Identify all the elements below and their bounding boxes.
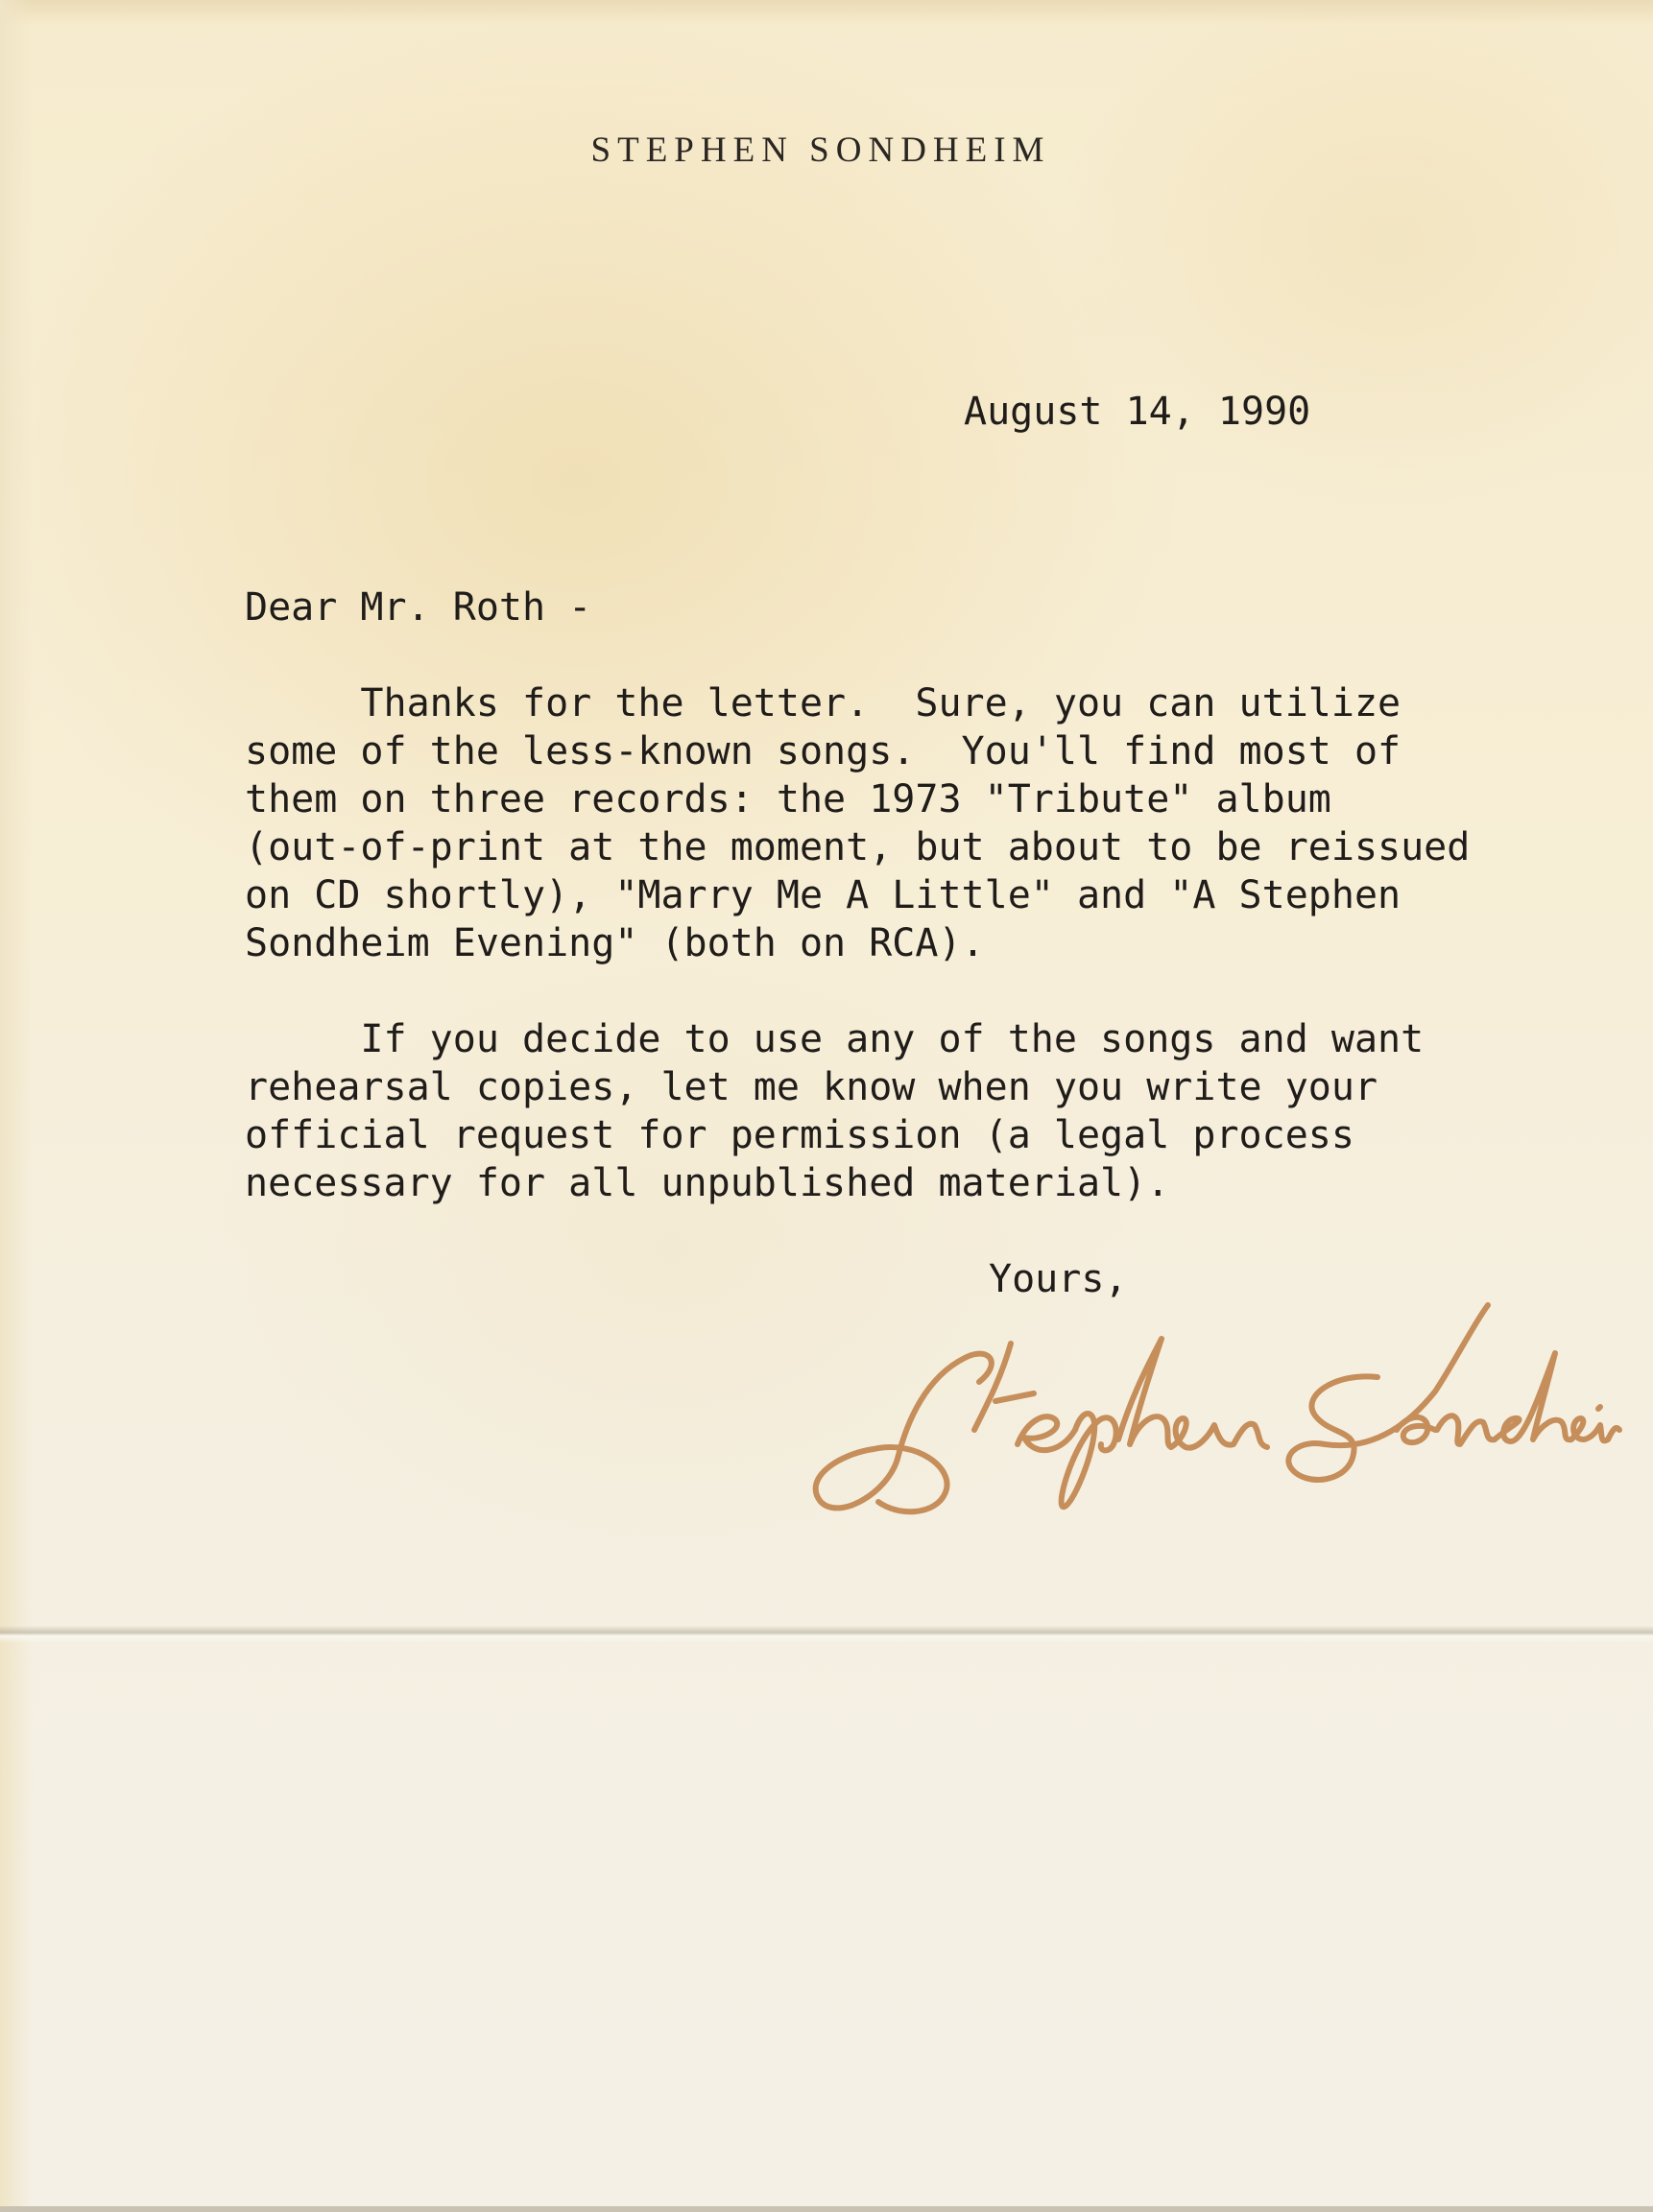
body-paragraph-1: Thanks for the letter. Sure, you can utilize some of the less-known songs. You'll find most of them on three records: the 1973 "Tribute" album (out-of-print at the moment, but about to be reissued on CD shortly), "Marry Me A Little" and "A Stephen Sondheim Evening" (both on RCA). bbox=[245, 681, 1471, 965]
paper-fold-crease bbox=[0, 1626, 1653, 1643]
paper-top-edge bbox=[0, 0, 1653, 25]
paper-left-edge bbox=[0, 0, 33, 2212]
paper-bottom-edge bbox=[0, 2206, 1653, 2212]
letter-date: August 14, 1990 bbox=[964, 390, 1311, 434]
body-paragraph-2: If you decide to use any of the songs and want rehearsal copies, let me know when you write your official request for permission (a legal process necessary for all unpublished material). bbox=[245, 1017, 1425, 1205]
salutation: Dear Mr. Roth - bbox=[245, 585, 592, 630]
handwritten-signature bbox=[782, 1286, 1627, 1535]
letterhead: STEPHEN SONDHEIM bbox=[590, 131, 1051, 170]
closing: Yours, bbox=[989, 1257, 1128, 1301]
